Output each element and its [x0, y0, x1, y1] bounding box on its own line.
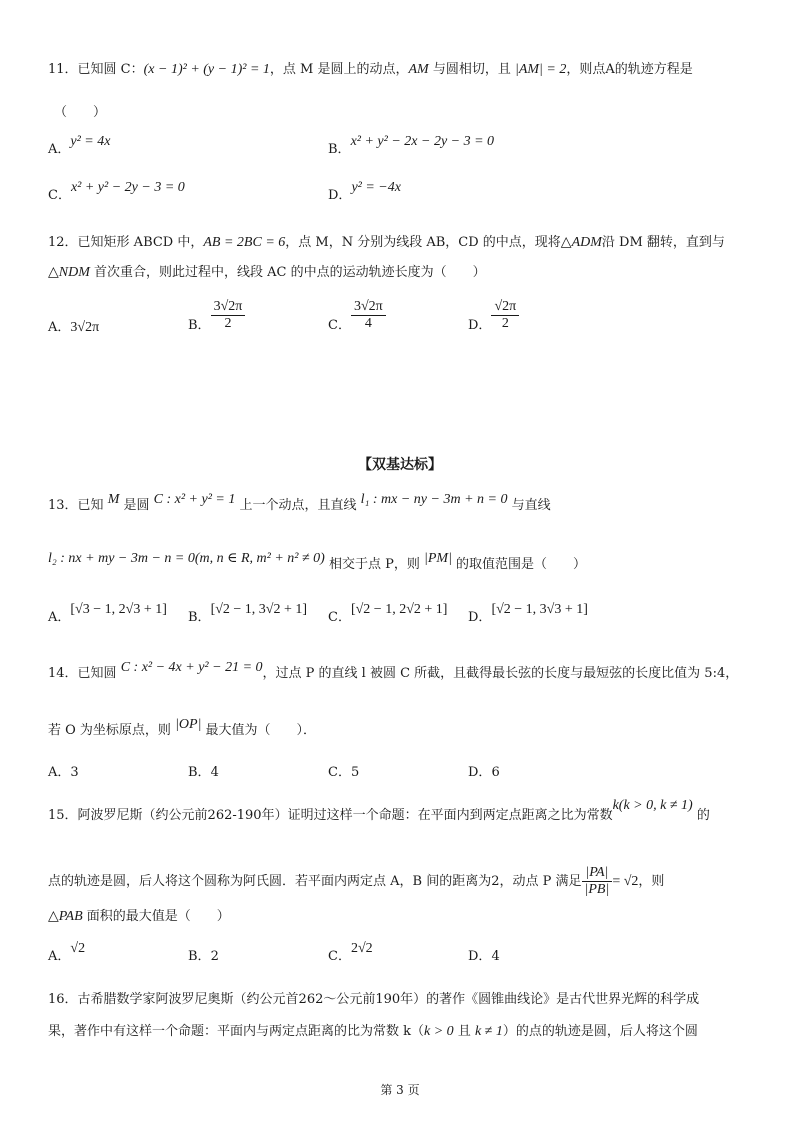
section-title: 【双基达标】 [358, 457, 442, 473]
q12-option-c: C． $\frac{3√2\pi}{4}$ [328, 298, 386, 334]
q13-option-b: B．[√2 − 1, 3√2 + 1] [188, 602, 308, 625]
q12-option-a: A．3√2π [48, 320, 100, 335]
q15-option-b: B．2 [188, 949, 219, 964]
q13-option-d: D．[√2 − 1, 3√3 + 1] [468, 602, 588, 625]
q14-option-a: A．3 [48, 765, 79, 780]
q13-line1: 13．已知 M 是圆 C : x² + y² = 1 上一个动点，且直线 l₁ : mx − ny − 3m + n = 0 与直线 [48, 492, 551, 513]
q13-line2: l₂ : nx + my − 3m − n = 0(m, n ∈ R, m² + n² ≠ 0) 相交于点 P，则 |PM| 的取值范围是（ ） [48, 551, 587, 572]
q12-option-d: D． $\frac{√2\pi}{2}$ [468, 298, 519, 334]
q11-line1: 11．已知圆 C：(x − 1)² + (y − 1)² = 1，点 M 是圆上的动点，AM 与圆相切，且 |AM| = 2，则点A的轨迹方程是 [48, 62, 693, 77]
q15-ratio-fraction: $\frac{|PA|}{|PB|}$ [582, 865, 613, 898]
q16-line1: 16．古希腊数学家阿波罗尼奥斯（约公元首262～公元前190年）的著作《圆锥曲线论》是古代世界光辉的科学成 [48, 992, 700, 1007]
q14-option-d: D．6 [468, 765, 500, 780]
q12-line2: △NDM 首次重合，则此过程中，线段 AC 的中点的运动轨迹长度为（ ） [48, 265, 486, 280]
q15-option-c: C．2√2 [328, 941, 373, 964]
q15-option-d: D．4 [468, 949, 500, 964]
q11-option-b: B．x² + y² − 2x − 2y − 3 = 0 [328, 134, 495, 157]
q15-line3: △PAB 面积的最大值是（ ） [48, 909, 230, 924]
q11-option-a: A．y² = 4x [48, 134, 111, 157]
q13-option-a: A．[√3 − 1, 2√3 + 1] [48, 602, 167, 625]
q14-line1: 14．已知圆 C : x² − 4x + y² − 21 = 0，过点 P 的直线 l 被圆 C 所截，且截得最长弦的长度与最短弦的长度比值为 5:4， [48, 660, 739, 681]
q14-line2: 若 O 为坐标原点，则 |OP| 最大值为（ ）． [48, 717, 317, 738]
q11-answer-paren: （ ） [54, 105, 107, 120]
page-number: 第 3 页 [380, 1083, 420, 1097]
q15-line2: 点的轨迹是圆，后人将这个圆称为阿氏圆．若平面内两定点 A，B 间的距离为2，动点 P 满足 $\frac{|PA|}{|PB|}$ = √2，则 [48, 865, 665, 897]
q14-option-c: C．5 [328, 765, 360, 780]
q11-circle-equation: (x − 1)² + (y − 1)² = 1 [143, 62, 270, 77]
q12-number: 12． [48, 235, 78, 250]
q15-line1: 15．阿波罗尼斯（约公元前262-190年）证明过这样一个命题：在平面内到两定点距离之比为常数k(k > 0, k ≠ 1) 的 [48, 798, 710, 823]
q14-number: 14． [48, 666, 78, 681]
q13-option-c: C．[√2 − 1, 2√2 + 1] [328, 602, 448, 625]
q16-number: 16． [48, 992, 78, 1007]
q12-option-b: B． $\frac{3√2\pi}{2}$ [188, 298, 245, 334]
q15-number: 15． [48, 808, 78, 823]
q14-option-b: B．4 [188, 765, 219, 780]
q15-option-a: A．√2 [48, 941, 86, 964]
q13-number: 13． [48, 498, 78, 513]
q12-line1: 12．已知矩形 ABCD 中，AB = 2BC = 6，点 M，N 分别为线段 AB，CD 的中点，现将△ADM沿 DM 翻转，直到与 [48, 235, 725, 250]
q11-option-d: D．y² = −4x [328, 180, 401, 203]
q11-option-c: C．x² + y² − 2y − 3 = 0 [48, 180, 185, 203]
q11-number: 11． [48, 62, 78, 77]
q16-line2: 果，著作中有这样一个命题：平面内与两定点距离的比为常数 k（k > 0 且 k ≠ 1）的点的轨迹是圆，后人将这个圆 [48, 1024, 698, 1039]
